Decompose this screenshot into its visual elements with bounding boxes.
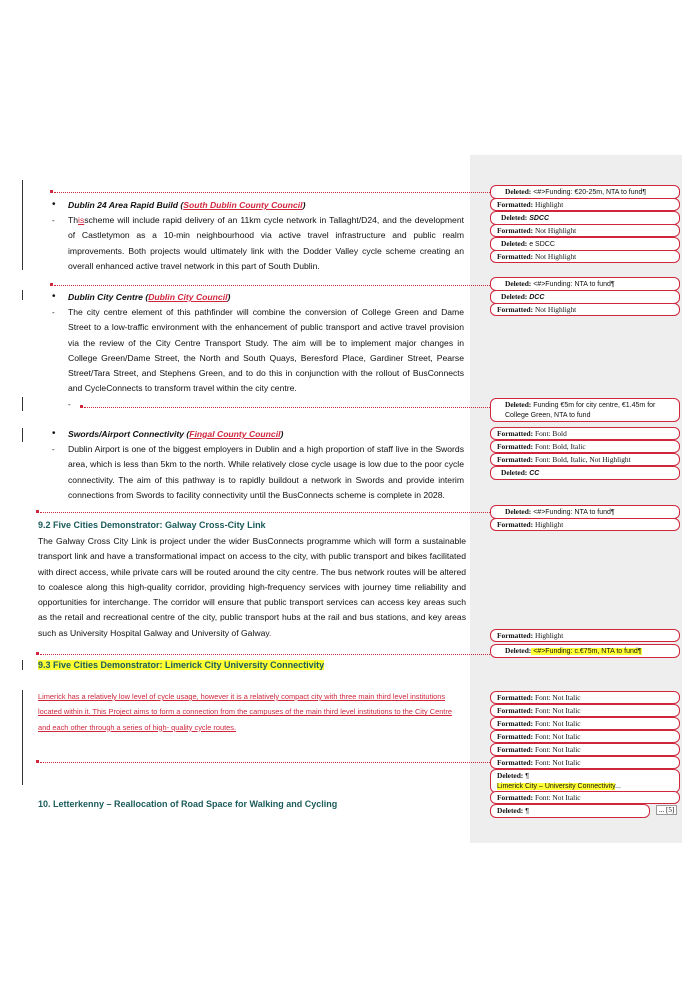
change-bar (22, 397, 23, 411)
bullet: • (52, 428, 56, 439)
swords-text: Dublin Airport is one of the biggest employers in Dublin and a high proportion of staff live in the Swords area, which is less than 5km to the north. While relatively close cycle usage is low due to the poor cycle connectivity. The aim of this pathway is to rapidly buildout a network in Swords and provide interim connections from Swords to facility connectivity until the BusConnects scheme is complete in 2028. (68, 444, 464, 500)
comment-leader (40, 512, 490, 513)
comment-bubble[interactable]: Deleted: <#>Funding: NTA to fund¶ (490, 505, 680, 519)
galway-heading: 9.2 Five Cities Demonstrator: Galway Cross-City Link (38, 520, 266, 530)
dublin24-heading: Dublin 24 Area Rapid Build (South Dublin County Council) (68, 200, 306, 210)
comment-bubble[interactable]: Deleted: <#>Funding: NTA to fund¶ (490, 277, 680, 291)
comment-bubble[interactable]: Deleted: ¶ (490, 804, 650, 818)
comment-bubble[interactable]: Formatted: Highlight (490, 629, 680, 642)
revision-anchor (80, 405, 83, 408)
revision-anchor (36, 510, 39, 513)
comment-leader (54, 192, 490, 193)
revision-anchor (36, 760, 39, 763)
comment-bubble[interactable]: Formatted: Not Highlight (490, 224, 680, 237)
change-bar (22, 290, 23, 300)
change-bar (22, 180, 23, 270)
comment-bubble[interactable]: Formatted: Font: Not Italic (490, 756, 680, 769)
dublincity-heading: Dublin City Centre (Dublin City Council) (68, 292, 231, 302)
revision-anchor (50, 190, 53, 193)
comment-bubble[interactable]: Deleted: SDCC (490, 211, 680, 225)
comment-bubble[interactable]: Formatted: Not Highlight (490, 303, 680, 316)
limerick-heading: 9.3 Five Cities Demonstrator: Limerick City University Connectivity (38, 660, 325, 670)
change-bar (22, 660, 23, 670)
comment-bubble[interactable]: Deleted: <#>Funding: €20-25m, NTA to fund¶ (490, 185, 680, 199)
revision-anchor (50, 283, 53, 286)
comment-leader (54, 285, 490, 286)
comment-bubble[interactable]: Formatted: Font: Not Italic (490, 717, 680, 730)
comment-bubble[interactable]: Formatted: Font: Not Italic (490, 704, 680, 717)
comment-bubble[interactable]: Formatted: Font: Bold (490, 427, 680, 440)
dash-marker: - (52, 445, 55, 454)
comment-bubble[interactable]: Formatted: Font: Not Italic (490, 743, 680, 756)
dublincity-text: The city centre element of this pathfinder will combine the conversion of College Green and Dame Street to a low-traffic environment with the enhancement of public transport and active travel provision via the review of the City Centre Transport Study. The aim will be to implement major changes in College Green/Dame Street, the North and South Quays, Beresford Place, Gardiner Street, Pearse Street/Tara Street, and Stephens Green, and to do this in conjunction with the rollout of BusConnects and CycleConnects to transform travel within the city centre. (68, 307, 464, 394)
limerick-text: Limerick has a relatively low level of cycle usage, however it is a relatively compact city with three main third level institutions located within it. This Project aims to form a connection from the campuses of the main third level institutions to the City Centre and each other through a series of high- quality cycle routes. (38, 692, 452, 732)
comment-leader (84, 407, 490, 408)
comment-bubble[interactable]: Formatted: Font: Bold, Italic (490, 440, 680, 453)
comment-bubble[interactable]: Formatted: Font: Not Italic (490, 791, 680, 804)
comment-bubble[interactable]: Deleted: DCC (490, 290, 680, 304)
comment-bubble[interactable]: Deleted: Funding €5m for city centre, €1.45m for College Green, NTA to fund (490, 398, 680, 422)
comment-leader (40, 762, 490, 763)
bullet: • (52, 199, 56, 210)
dash-marker: - (68, 400, 71, 409)
change-bar (22, 690, 23, 785)
letterkenny-heading: 10. Letterkenny – Reallocation of Road Space for Walking and Cycling (38, 799, 338, 809)
comment-bubble[interactable]: Formatted: Font: Not Italic (490, 691, 680, 704)
swords-heading: Swords/Airport Connectivity (Fingal County Council) (68, 429, 284, 439)
comment-bubble[interactable]: Formatted: Not Highlight (490, 250, 680, 263)
galway-text: The Galway Cross City Link is project under the wider BusConnects programme which will form a sustainable transport link and have a transformational impact on access to the city, with public transport and bikes facilitated with direct access, while private cars will be routed around the city centre. The bus network routes will be altered to coalesce along this high-quality corridor, providing high-frequency services with journey time reliability and opportunities for interchange. The corridor will ensure that public transport services can access key areas such as the retail and recreational centre of the city, public transport hubs at the rail and bus stations, and key areas such as University Hospital Galway and University of Galway. (38, 536, 466, 638)
comment-bubble[interactable]: Deleted: CC (490, 466, 680, 480)
comment-bubble[interactable]: Formatted: Font: Not Italic (490, 730, 680, 743)
comment-bubble[interactable]: Deleted: e SDCC (490, 237, 680, 251)
dash-marker: - (52, 216, 55, 225)
comment-bubble[interactable]: Formatted: Highlight (490, 518, 680, 531)
dublin24-text: Thisscheme will include rapid delivery of an 11km cycle network in Tallaght/D24, and the development of Castletymon as a 10-min neighbourhood via active travel infrastructure and public realm improvements. Both projects would ultimately link with the Dodder Valley cycle scheme creating an overall enhanced active travel network in this part of South Dublin. (68, 215, 464, 271)
comment-bubble[interactable]: Deleted: ¶ Limerick City – University Connectivity... (490, 769, 680, 793)
comment-bubble[interactable]: Deleted: <#>Funding: c.€75m, NTA to fund¶ (490, 644, 680, 658)
change-bar (22, 428, 23, 442)
more-marker[interactable]: ... (659, 806, 665, 814)
bullet: • (52, 291, 56, 302)
revision-anchor (36, 652, 39, 655)
comment-leader (40, 654, 490, 655)
comment-bubble[interactable]: Formatted: Highlight (490, 198, 680, 211)
dash-marker: - (52, 308, 55, 317)
comment-bubble[interactable]: Formatted: Font: Bold, Italic, Not Highlight (490, 453, 680, 466)
page-number: ... [5] (656, 805, 677, 815)
